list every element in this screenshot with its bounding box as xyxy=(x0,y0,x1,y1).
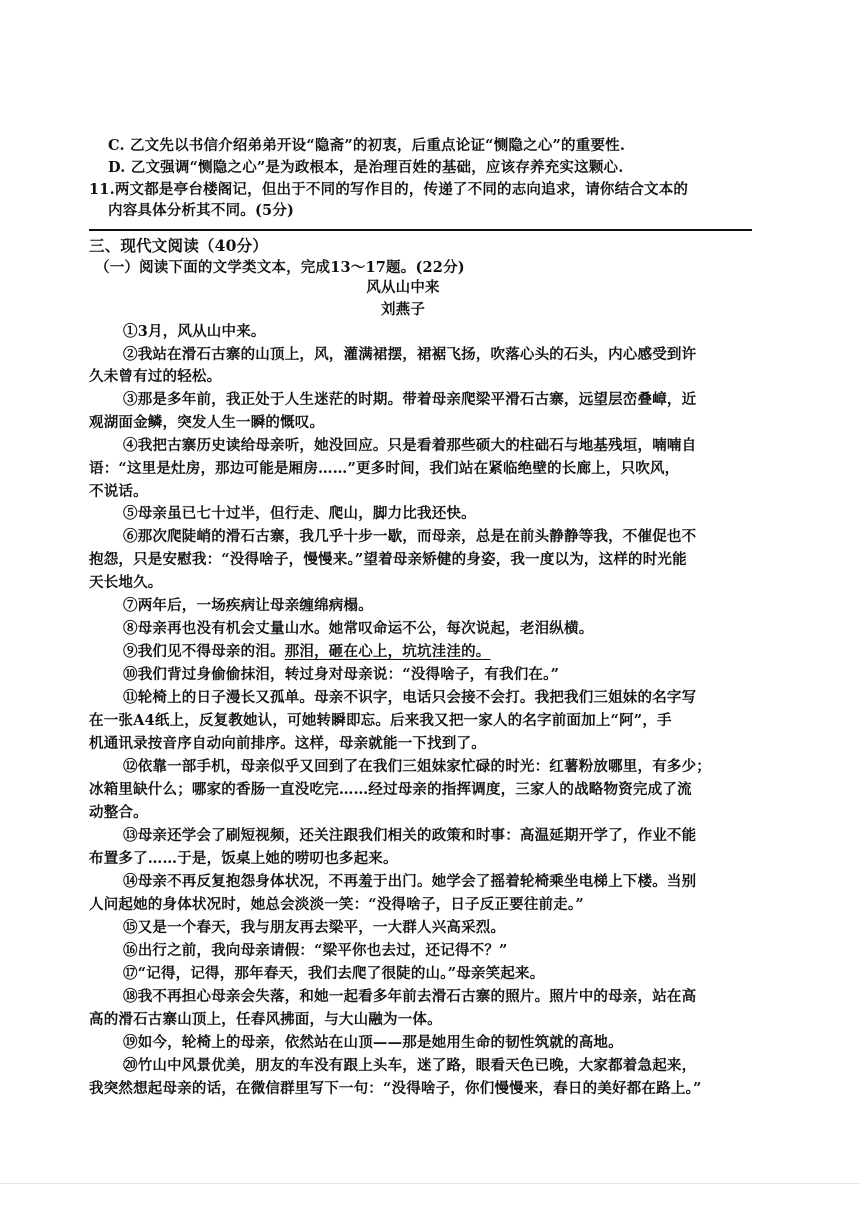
article-line: ⑱我不再担心母亲会失落，和她一起看多年前去滑石古寨的照片。照片中的母亲，站在高 xyxy=(123,988,697,1005)
article-line: ⑥那次爬陡峭的滑石古寨，我几乎十步一歇，而母亲，总是在前头静静等我，不催促也不 xyxy=(123,528,697,545)
section-title: 三、现代文阅读（40分） xyxy=(89,236,268,255)
article-line: ③那是多年前，我正处于人生迷茫的时期。带着母亲爬梁平滑石古寨，远望层峦叠嶂，近 xyxy=(123,391,697,408)
option-d: D. 乙文强调“恻隐之心”是为政根本，是治理百姓的基础，应该存养充实这颗心. xyxy=(108,159,624,176)
article-line: 机通讯录按音序自动向前排序。这样，母亲就能一下找到了。 xyxy=(89,735,486,752)
article-line: ⑯出行之前，我向母亲请假：“梁平你也去过，还记得不？” xyxy=(123,942,508,959)
article-line: 冰箱里缺什么；哪家的香肠一直没吃完……经过母亲的指挥调度，三家人的战略物资完成了流 xyxy=(89,781,692,798)
article-title: 风从山中来 xyxy=(366,279,440,296)
article-line: 在一张A4纸上，反复教她认，可她转瞬即忘。后来我又把一家人的名字前面加上“阿”，手 xyxy=(89,712,672,729)
article-line: 布置多了……于是，饭桌上她的唠叨也多起来。 xyxy=(89,850,398,867)
article-line-9-text: ⑨我们见不得母亲的泪。 xyxy=(123,643,285,660)
article-line: ⑩我们背过身偷偷抹泪，转过身对母亲说：“没得啥子，有我们在。” xyxy=(123,666,560,683)
question-11-line1: 11.两文都是亭台楼阁记，但出于不同的写作目的，传递了不同的志向追求，请你结合文本的 xyxy=(89,181,689,198)
article-line: ⑦两年后，一场疾病让母亲缠绵病榻。 xyxy=(123,597,373,614)
article-line: ⑪轮椅上的日子漫长又孤单。母亲不识字，电话只会接不会打。我把我们三姐妹的名字写 xyxy=(123,689,697,706)
article-line: ⑫依靠一部手机，母亲似乎又回到了在我们三姐妹家忙碌的时光：红薯粉放哪里，有多少； xyxy=(123,758,711,775)
article-line: ④我把古寨历史读给母亲听，她没回应。只是看着那些硕大的柱础石与地基残垣，喃喃自 xyxy=(123,437,697,454)
article-line: 人问起她的身体状况时，她总会淡淡一笑：“没得啥子，日子反正要往前走。” xyxy=(89,896,584,913)
article-line: 不说话。 xyxy=(89,483,148,500)
article-line: ⑭母亲不再反复抱怨身体状况，不再羞于出门。她学会了摇着轮椅乘坐电梯上下楼。当别 xyxy=(123,873,697,890)
article-author: 刘燕子 xyxy=(380,301,426,318)
article-line: 高的滑石古寨山顶上，任春风拂面，与大山融为一体。 xyxy=(89,1011,442,1028)
article-line: ⑧母亲再也没有机会丈量山水。她常叹命运不公，每次说起，老泪纵横。 xyxy=(123,620,594,637)
article-line: ⑮又是一个春天，我与朋友再去梁平，一大群人兴高采烈。 xyxy=(123,919,506,936)
article-line: 久未曾有过的轻松。 xyxy=(89,368,222,385)
article-line: ①3月，风从山中来。 xyxy=(123,323,266,340)
article-line: ⑳竹山中风景优美，朋友的车没有跟上头车，迷了路，眼看天色已晚，大家都着急起来， xyxy=(123,1057,697,1074)
article-line: 抱怨，只是安慰我：“没得啥子，慢慢来。”望着母亲矫健的身姿，我一度以为，这样的时光能 xyxy=(89,551,687,568)
article-line: ⑰“记得，记得，那年春天，我们去爬了很陡的山。”母亲笑起来。 xyxy=(123,965,545,982)
article-line: ⑲如今，轮椅上的母亲，依然站在山顶——那是她用生命的韧性筑就的高地。 xyxy=(123,1034,623,1051)
article-line: 动整合。 xyxy=(89,804,148,821)
question-11-line2: 内容具体分析其不同。(5分) xyxy=(108,202,295,219)
article-line: 天长地久。 xyxy=(89,574,163,591)
article-line: 观湖面金鳞，突发人生一瞬的慨叹。 xyxy=(89,414,325,431)
article-line: ⑤母亲虽已七十过半，但行走、爬山，脚力比我还快。 xyxy=(123,505,476,522)
article-line-9-underlined: 那泪，砸在心上，坑坑洼洼的。 xyxy=(284,643,491,660)
article-line: ②我站在滑石古寨的山顶上，风，灌满裙摆，裙裾飞扬，吹落心头的石头，内心感受到许 xyxy=(123,346,697,363)
article-line-9 xyxy=(123,642,491,662)
option-c: C. 乙文先以书信介绍弟弟开设“隐斋”的初衷，后重点论证“恻隐之心”的重要性. xyxy=(108,137,626,154)
article-line: 我突然想起母亲的话，在微信群里写下一句：“没得啥子，你们慢慢来，春日的美好都在路上。” xyxy=(89,1080,702,1097)
page-bottom-edge xyxy=(0,1183,860,1184)
article-line: 语：“这里是灶房，那边可能是厢房……”更多时间，我们站在紧临绝壁的长廊上，只吹风， xyxy=(89,460,680,477)
section-subtitle: （一）阅读下面的文学类文本，完成13～17题。(22分) xyxy=(95,259,465,276)
section-divider xyxy=(89,229,752,231)
article-line: ⑬母亲还学会了刷短视频，还关注跟我们相关的政策和时事：高温延期开学了，作业不能 xyxy=(123,827,697,844)
